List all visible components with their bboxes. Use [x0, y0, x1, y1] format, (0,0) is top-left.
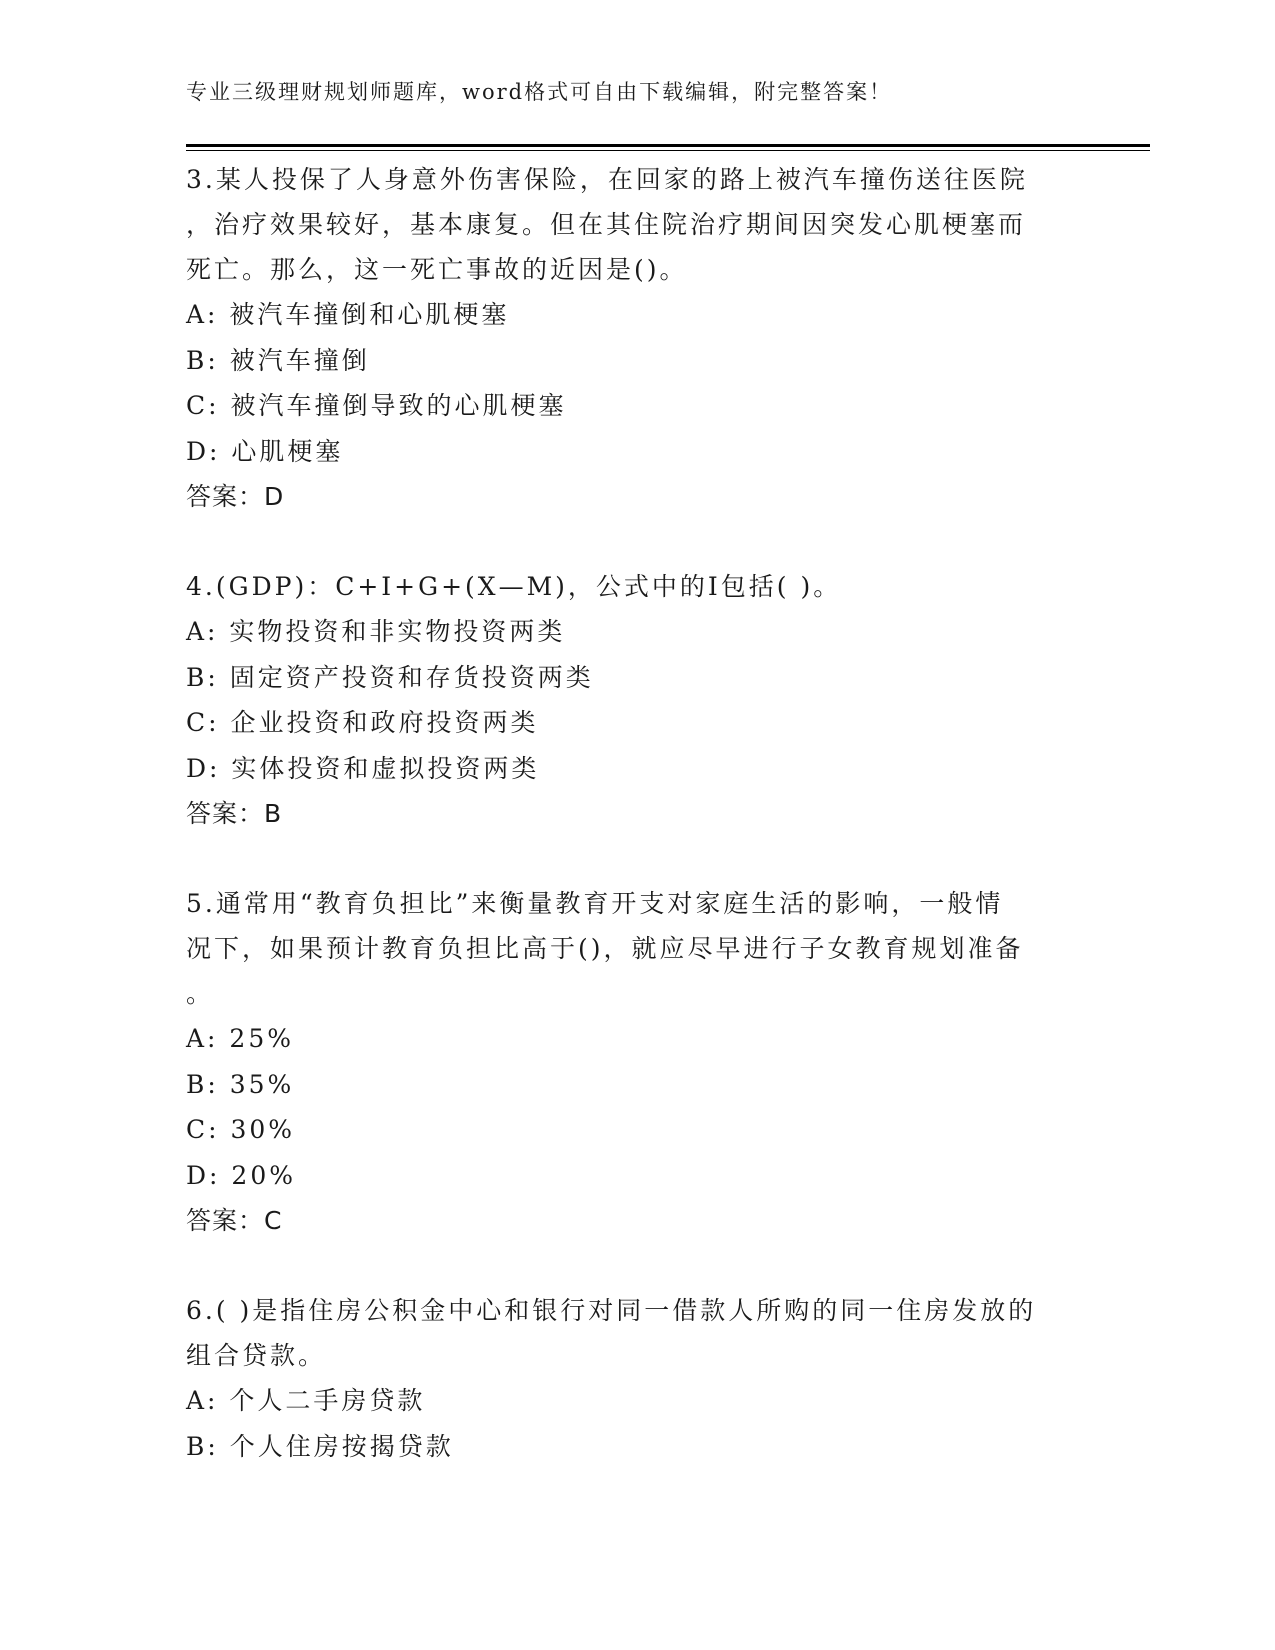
- option-b: B: 被汽车撞倒: [186, 345, 370, 375]
- option-a: A: 被汽车撞倒和心肌梗塞: [186, 300, 510, 329]
- question-spacer: [186, 519, 1066, 564]
- option-d: D: 20%: [186, 1160, 296, 1190]
- question-spacer: [186, 836, 1066, 881]
- question-stem-line: 。: [186, 979, 215, 1008]
- answer: 答案：B: [186, 799, 283, 828]
- question-stem-line: 3.某人投保了人身意外伤害保险，在回家的路上被汽车撞伤送往医院: [186, 165, 1028, 194]
- question-6: [186, 1288, 1066, 1469]
- option-c: C: 企业投资和政府投资两类: [186, 708, 539, 737]
- option-c: C: 30%: [186, 1115, 296, 1144]
- option-b: B: 个人住房按揭贷款: [186, 1431, 454, 1461]
- question-stem-line: 况下，如果预计教育负担比高于()，就应尽早进行子女教育规划准备: [186, 934, 1024, 963]
- question-stem-line: 4.(GDP)：C+I+G+(X—M)，公式中的I包括( )。: [186, 572, 842, 601]
- header-rule-thick: [186, 144, 1150, 147]
- question-list: [186, 157, 1066, 1469]
- option-b: B: 35%: [186, 1069, 295, 1099]
- answer: 答案：D: [186, 482, 285, 511]
- question-stem-line: 5.通常用“教育负担比”来衡量教育开支对家庭生活的影响，一般情: [186, 889, 1004, 918]
- page-header: 专业三级理财规划师题库，word格式可自由下载编辑，附完整答案！: [186, 80, 893, 104]
- question-stem-line: ，治疗效果较好，基本康复。但在其住院治疗期间因突发心肌梗塞而: [186, 210, 1027, 239]
- question-3: [186, 157, 1066, 519]
- option-d: D: 实体投资和虚拟投资两类: [186, 753, 540, 783]
- answer: 答案：C: [186, 1206, 283, 1235]
- question-stem-line: 6.( )是指住房公积金中心和银行对同一借款人所购的同一住房发放的: [186, 1296, 1037, 1325]
- option-d: D: 心肌梗塞: [186, 436, 344, 466]
- option-a: A: 25%: [186, 1024, 294, 1053]
- option-a: A: 个人二手房贷款: [186, 1386, 426, 1415]
- option-c: C: 被汽车撞倒导致的心肌梗塞: [186, 391, 567, 420]
- question-4: [186, 564, 1066, 836]
- question-stem-line: 死亡。那么，这一死亡事故的近因是()。: [186, 255, 688, 284]
- question-spacer: [186, 1243, 1066, 1288]
- question-stem-line: 组合贷款。: [186, 1341, 327, 1370]
- option-b: B: 固定资产投资和存货投资两类: [186, 662, 594, 692]
- header-rule-thin: [186, 150, 1150, 151]
- option-a: A: 实物投资和非实物投资两类: [186, 617, 566, 646]
- question-5: [186, 881, 1066, 1243]
